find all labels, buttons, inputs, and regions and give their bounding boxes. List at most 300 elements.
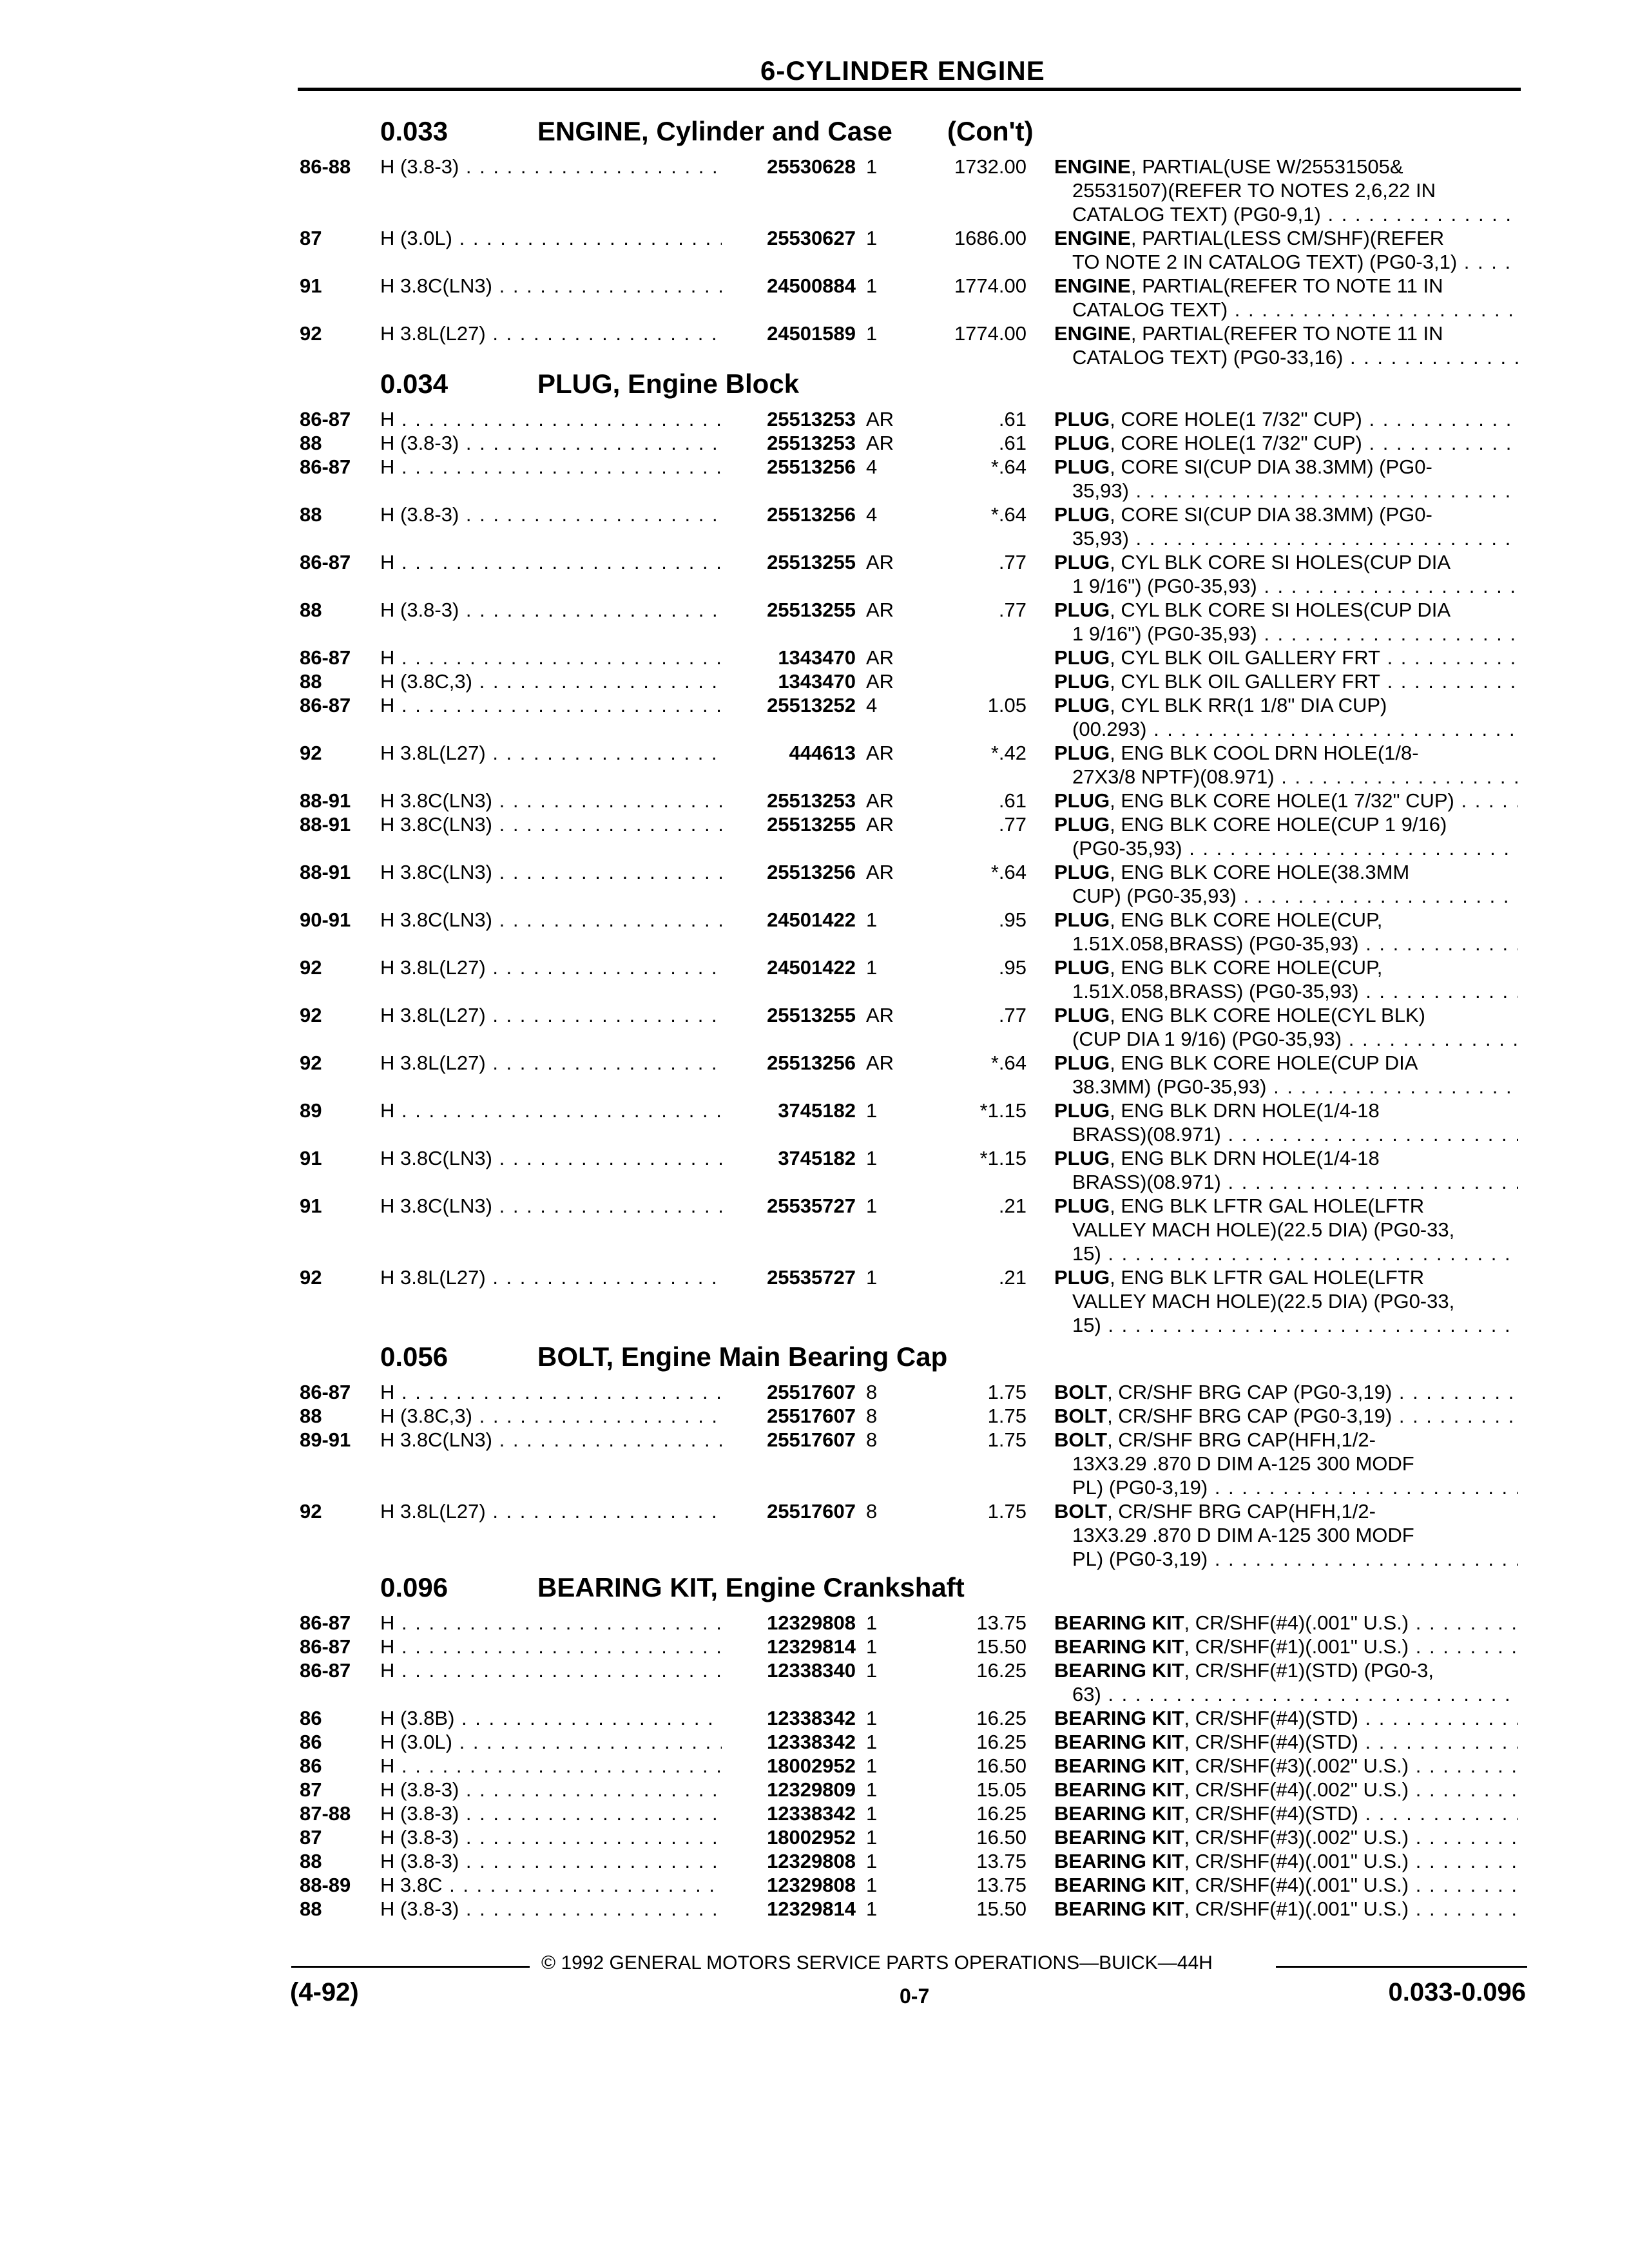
quantity: 1 (866, 1635, 878, 1658)
part-description (1054, 455, 1518, 503)
description-text: , CR/SHF(#4)(.001" U.S.) (1184, 1611, 1409, 1634)
quantity: 1 (866, 1611, 878, 1634)
description-text: , ENG BLK DRN HOLE(1/4-18 (1110, 1099, 1380, 1122)
part-description (1054, 1265, 1518, 1337)
part-number: 25513253 (767, 408, 856, 430)
description-text: , CORE SI(CUP DIA 38.3MM) (PG0- (1110, 456, 1432, 478)
part-description (1054, 1611, 1518, 1635)
description-line (1054, 1611, 1518, 1635)
engine-code: H 3.8C(LN3) . . . (380, 812, 722, 836)
price: 13.75 (976, 1611, 1027, 1634)
table-row (0, 1849, 1629, 1873)
table-row (0, 1825, 1629, 1849)
table-row (0, 1265, 1629, 1337)
description-text: , CR/SHF(#1)(.001" U.S.) (1184, 1898, 1409, 1920)
description-keyword: PLUG (1054, 1099, 1110, 1122)
engine-code: H . . . (380, 693, 722, 717)
description-keyword: BEARING KIT (1054, 1826, 1184, 1849)
description-text: , CORE SI(CUP DIA 38.3MM) (PG0- (1110, 503, 1432, 526)
description-continuation: 63) . . . (1054, 1682, 1518, 1706)
description-text: , CR/SHF(#4)(STD) (1184, 1707, 1358, 1729)
engine-code: H (3.8-3) . . . (380, 1778, 722, 1802)
part-description (1054, 1825, 1518, 1849)
model-year: 92 (300, 322, 322, 345)
price: .77 (998, 813, 1027, 836)
description-line (1054, 1706, 1518, 1730)
part-number: 25513253 (767, 789, 856, 812)
part-number: 12329809 (767, 1778, 856, 1801)
description-text: , ENG BLK CORE HOLE(CUP DIA (1110, 1052, 1418, 1074)
quantity: AR (866, 551, 894, 573)
model-year: 92 (300, 1004, 322, 1026)
quantity: AR (866, 789, 894, 812)
price: 16.50 (976, 1754, 1027, 1777)
description-continuation: 25531507)(REFER TO NOTES 2,6,22 IN (1072, 179, 1436, 202)
description-keyword: BOLT (1054, 1405, 1108, 1427)
description-text: , ENG BLK LFTR GAL HOLE(LFTR (1110, 1266, 1425, 1289)
description-continuation: PL) (PG0-3,19) . . . (1054, 1547, 1518, 1571)
part-description (1054, 1146, 1518, 1194)
model-year: 92 (300, 1266, 322, 1289)
engine-code: H (3.0L) . . . (380, 226, 722, 250)
engine-code: H 3.8L(L27) . . . (380, 1499, 722, 1523)
quantity: 1 (866, 1731, 878, 1753)
description-continuation: 15) . . . (1054, 1242, 1518, 1265)
part-description (1054, 1658, 1518, 1706)
price: *.64 (990, 861, 1027, 883)
price: .77 (998, 1004, 1027, 1026)
description-keyword: PLUG (1054, 670, 1110, 693)
quantity: 1 (866, 1707, 878, 1729)
section-continued: (Con't) (947, 116, 1034, 146)
engine-code: H (3.8-3) . . . (380, 1849, 722, 1873)
description-line (1054, 1849, 1518, 1873)
description-continuation: 15) . . . (1054, 1313, 1518, 1337)
table-row (0, 1099, 1629, 1146)
part-number: 24500884 (767, 274, 856, 297)
description-line (1054, 693, 1518, 717)
part-number: 12329808 (767, 1874, 856, 1896)
description-keyword: PLUG (1054, 1004, 1110, 1026)
description-continuation: CUP) (PG0-35,93) . . . (1054, 884, 1518, 908)
price: .21 (998, 1195, 1027, 1217)
part-number: 25517607 (767, 1405, 856, 1427)
model-year: 86 (300, 1707, 322, 1729)
quantity: 8 (866, 1500, 878, 1523)
engine-code: H 3.8L(L27) . . . (380, 322, 722, 345)
table-row (0, 1658, 1629, 1706)
section-header (0, 1572, 1629, 1611)
engine-code: H 3.8C(LN3) . . . (380, 860, 722, 884)
price: 16.50 (976, 1826, 1027, 1849)
engine-code: H (3.8C,3) . . . (380, 669, 722, 693)
table-row (0, 1499, 1629, 1571)
price: 1.75 (987, 1428, 1027, 1451)
description-continuation: BRASS)(08.971) . . . (1054, 1170, 1518, 1194)
description-text: , CYL BLK OIL GALLERY FRT (1110, 646, 1380, 669)
description-continuation: VALLEY MACH HOLE)(22.5 DIA) (PG0-33, (1072, 1218, 1455, 1241)
engine-code: H (3.8C,3) . . . (380, 1404, 722, 1428)
description-keyword: PLUG (1054, 1147, 1110, 1169)
part-number: 25517607 (767, 1428, 856, 1451)
description-continuation: (CUP DIA 1 9/16) (PG0-35,93) . . . (1054, 1027, 1518, 1051)
description-text: , CR/SHF BRG CAP(HFH,1/2- (1107, 1500, 1376, 1523)
description-line (1054, 431, 1518, 455)
description-continuation: CATALOG TEXT) (PG0-9,1) . . . (1054, 202, 1518, 226)
part-description (1054, 155, 1518, 226)
description-keyword: BEARING KIT (1054, 1707, 1184, 1729)
part-description (1054, 693, 1518, 741)
part-number: 12338342 (767, 1707, 856, 1729)
engine-code: H (3.8-3) . . . (380, 431, 722, 455)
quantity: 1 (866, 1099, 878, 1122)
part-number: 12329808 (767, 1611, 856, 1634)
part-description (1054, 1849, 1518, 1873)
part-number: 444613 (789, 742, 856, 764)
footer-rule-right (1276, 1966, 1527, 1968)
part-description (1054, 1897, 1518, 1921)
description-keyword: PLUG (1054, 813, 1110, 836)
description-keyword: PLUG (1054, 646, 1110, 669)
table-row (0, 226, 1629, 274)
quantity: AR (866, 646, 894, 669)
table-row (0, 1706, 1629, 1730)
description-text: , PARTIAL(REFER TO NOTE 11 IN (1130, 322, 1443, 345)
description-continuation: 1 9/16") (PG0-35,93) . . . (1054, 622, 1518, 646)
description-text: , PARTIAL(REFER TO NOTE 11 IN (1130, 274, 1443, 297)
table-row (0, 646, 1629, 669)
description-keyword: PLUG (1054, 599, 1110, 621)
engine-code: H (3.8-3) . . . (380, 598, 722, 622)
table-row (0, 155, 1629, 226)
description-line (1054, 1897, 1518, 1921)
description-line (1054, 322, 1518, 345)
description-continuation: 38.3MM) (PG0-35,93) . . . (1054, 1075, 1518, 1099)
description-text: , CR/SHF BRG CAP (PG0-3,19) (1107, 1405, 1393, 1427)
description-text: , ENG BLK CORE HOLE(CUP, (1110, 956, 1383, 979)
description-line (1054, 1873, 1518, 1897)
footer-date: (4-92) (290, 1978, 359, 2006)
price: .61 (998, 408, 1027, 430)
description-continuation: 1.51X.058,BRASS) (PG0-35,93) . . . (1054, 932, 1518, 956)
description-keyword: BOLT (1054, 1381, 1108, 1403)
part-description (1054, 550, 1518, 598)
model-year: 90-91 (300, 908, 351, 931)
part-description (1054, 407, 1518, 431)
description-continuation: CATALOG TEXT) (PG0-33,16) . . . (1054, 345, 1518, 369)
price: 15.05 (976, 1778, 1027, 1801)
quantity: AR (866, 813, 894, 836)
part-description (1054, 1404, 1518, 1428)
description-line (1054, 1658, 1518, 1682)
engine-code: H 3.8L(L27) . . . (380, 956, 722, 979)
catalog-section (0, 1341, 1629, 1571)
part-description (1054, 226, 1518, 274)
description-line (1054, 812, 1518, 836)
quantity: 1 (866, 155, 878, 178)
engine-code: H (3.8B) . . . (380, 1706, 722, 1730)
engine-code: H 3.8C(LN3) . . . (380, 274, 722, 298)
part-description (1054, 956, 1518, 1003)
description-keyword: PLUG (1054, 503, 1110, 526)
price: .95 (998, 956, 1027, 979)
description-line (1054, 1825, 1518, 1849)
description-continuation: BRASS)(08.971) . . . (1054, 1122, 1518, 1146)
model-year: 88-91 (300, 789, 351, 812)
part-number: 12329814 (767, 1635, 856, 1658)
description-keyword: BOLT (1054, 1428, 1108, 1451)
quantity: 4 (866, 694, 878, 716)
table-row (0, 431, 1629, 455)
model-year: 88 (300, 1898, 322, 1920)
description-continuation: VALLEY MACH HOLE)(22.5 DIA) (PG0-33, (1072, 1290, 1455, 1312)
description-keyword: PLUG (1054, 1266, 1110, 1289)
model-year: 91 (300, 1195, 322, 1217)
model-year: 89 (300, 1099, 322, 1122)
description-keyword: ENGINE (1054, 322, 1131, 345)
description-line (1054, 1778, 1518, 1802)
description-keyword: ENGINE (1054, 155, 1131, 178)
part-number: 25513255 (767, 551, 856, 573)
model-year: 88 (300, 432, 322, 454)
model-year: 86-87 (300, 1635, 351, 1658)
description-line (1054, 1051, 1518, 1075)
part-description (1054, 1194, 1518, 1265)
part-description (1054, 646, 1518, 669)
description-continuation: 13X3.29 .870 D DIM A-125 300 MODF (1072, 1524, 1414, 1546)
part-number: 25513255 (767, 599, 856, 621)
price: .61 (998, 789, 1027, 812)
description-line (1054, 1635, 1518, 1658)
description-text: , ENG BLK CORE HOLE(CUP, (1110, 908, 1383, 931)
engine-code: H 3.8C(LN3) . . . (380, 1194, 722, 1218)
price: 1774.00 (954, 274, 1027, 297)
part-number: 24501422 (767, 908, 856, 931)
description-text: , CR/SHF(#1)(STD) (PG0-3, (1184, 1659, 1434, 1682)
quantity: 1 (866, 1850, 878, 1872)
description-keyword: ENGINE (1054, 227, 1131, 249)
model-year: 87 (300, 1826, 322, 1849)
description-line (1054, 407, 1518, 431)
description-text: , ENG BLK COOL DRN HOLE(1/8- (1110, 742, 1419, 764)
quantity: 1 (866, 227, 878, 249)
model-year: 88-91 (300, 861, 351, 883)
part-description (1054, 908, 1518, 956)
model-year: 88 (300, 503, 322, 526)
description-text: , ENG BLK DRN HOLE(1/4-18 (1110, 1147, 1380, 1169)
quantity: AR (866, 599, 894, 621)
part-description (1054, 741, 1518, 789)
quantity: 1 (866, 1147, 878, 1169)
quantity: AR (866, 432, 894, 454)
model-year: 88 (300, 1850, 322, 1872)
quantity: 1 (866, 956, 878, 979)
part-description (1054, 1706, 1518, 1730)
description-line (1054, 1099, 1518, 1122)
model-year: 86-87 (300, 1611, 351, 1634)
title-rule (298, 88, 1521, 91)
description-keyword: BEARING KIT (1054, 1778, 1184, 1801)
description-line (1054, 598, 1518, 622)
table-row (0, 1730, 1629, 1754)
table-row (0, 1003, 1629, 1051)
price: 13.75 (976, 1850, 1027, 1872)
description-line (1054, 908, 1518, 932)
description-continuation: TO NOTE 2 IN CATALOG TEXT) (PG0-3,1) . . . (1054, 250, 1518, 274)
description-line (1054, 1802, 1518, 1825)
part-description (1054, 1380, 1518, 1404)
model-year: 86-87 (300, 646, 351, 669)
description-text: , ENG BLK CORE HOLE(CUP 1 9/16) (1110, 813, 1447, 836)
description-line (1054, 956, 1518, 979)
model-year: 92 (300, 1052, 322, 1074)
model-year: 86-87 (300, 694, 351, 716)
quantity: 1 (866, 1802, 878, 1825)
description-keyword: BEARING KIT (1054, 1635, 1184, 1658)
price: .77 (998, 551, 1027, 573)
part-number: 24501422 (767, 956, 856, 979)
quantity: AR (866, 670, 894, 693)
description-line (1054, 226, 1518, 250)
engine-code: H 3.8C . . . (380, 1873, 722, 1897)
model-year: 92 (300, 742, 322, 764)
description-continuation: (00.293) . . . (1054, 717, 1518, 741)
engine-code: H 3.8C(LN3) . . . (380, 789, 722, 812)
quantity: 1 (866, 1266, 878, 1289)
table-row (0, 407, 1629, 431)
description-line (1054, 1730, 1518, 1754)
table-row (0, 1404, 1629, 1428)
part-number: 25517607 (767, 1500, 856, 1523)
part-description (1054, 431, 1518, 455)
part-description (1054, 1873, 1518, 1897)
part-number: 3745182 (778, 1099, 856, 1122)
table-row (0, 860, 1629, 908)
price: 1.05 (987, 694, 1027, 716)
table-row (0, 669, 1629, 693)
description-line (1054, 741, 1518, 765)
description-keyword: PLUG (1054, 694, 1110, 716)
engine-code: H 3.8L(L27) . . . (380, 1265, 722, 1289)
model-year: 87 (300, 1778, 322, 1801)
part-number: 25530628 (767, 155, 856, 178)
part-description (1054, 669, 1518, 693)
copyright-notice: © 1992 GENERAL MOTORS SERVICE PARTS OPERATIONS—BUICK—44H (541, 1952, 1213, 1974)
engine-code: H 3.8L(L27) . . . (380, 1003, 722, 1027)
table-row (0, 1635, 1629, 1658)
part-number: 25513256 (767, 503, 856, 526)
table-row (0, 1611, 1629, 1635)
part-number: 12329808 (767, 1850, 856, 1872)
part-number: 25535727 (767, 1266, 856, 1289)
part-description (1054, 860, 1518, 908)
description-keyword: BEARING KIT (1054, 1754, 1184, 1777)
section-number: 0.096 (380, 1572, 448, 1602)
table-row (0, 908, 1629, 956)
page-title: 6-CYLINDER ENGINE (760, 55, 1045, 86)
part-description (1054, 1635, 1518, 1658)
description-text: , CR/SHF(#4)(.002" U.S.) (1184, 1778, 1409, 1801)
description-line (1054, 503, 1518, 526)
price: *1.15 (979, 1099, 1027, 1122)
part-number: 18002952 (767, 1754, 856, 1777)
model-year: 91 (300, 1147, 322, 1169)
description-keyword: PLUG (1054, 908, 1110, 931)
quantity: 1 (866, 1898, 878, 1920)
model-year: 87-88 (300, 1802, 351, 1825)
description-line (1054, 646, 1518, 669)
table-row (0, 1897, 1629, 1921)
description-text: , CORE HOLE(1 7/32" CUP) (1110, 408, 1362, 430)
part-number: 25513255 (767, 813, 856, 836)
engine-code: H . . . (380, 1754, 722, 1778)
engine-code: H 3.8C(LN3) . . . (380, 1146, 722, 1170)
description-text: , CR/SHF(#1)(.001" U.S.) (1184, 1635, 1409, 1658)
engine-code: H (3.8-3) . . . (380, 1897, 722, 1921)
model-year: 87 (300, 227, 322, 249)
price: *.42 (990, 742, 1027, 764)
description-line (1054, 155, 1518, 178)
footer-page-number: 0-7 (900, 1984, 930, 2008)
description-line (1054, 1265, 1518, 1289)
part-description (1054, 1003, 1518, 1051)
description-line (1054, 1194, 1518, 1218)
description-line (1054, 274, 1518, 298)
description-line (1054, 1380, 1518, 1404)
quantity: 1 (866, 1778, 878, 1801)
description-continuation: 1.51X.058,BRASS) (PG0-35,93) . . . (1054, 979, 1518, 1003)
engine-code: H 3.8L(L27) . . . (380, 1051, 722, 1075)
description-keyword: BEARING KIT (1054, 1731, 1184, 1753)
model-year: 88 (300, 599, 322, 621)
description-text: , CR/SHF(#4)(STD) (1184, 1802, 1358, 1825)
description-keyword: PLUG (1054, 1052, 1110, 1074)
part-description (1054, 1730, 1518, 1754)
table-row (0, 455, 1629, 503)
price: *.64 (990, 1052, 1027, 1074)
section-title: BEARING KIT, Engine Crankshaft (537, 1572, 965, 1602)
description-text: , CR/SHF BRG CAP(HFH,1/2- (1107, 1428, 1376, 1451)
price: 1.75 (987, 1500, 1027, 1523)
description-text: , CYL BLK CORE SI HOLES(CUP DIA (1110, 551, 1451, 573)
description-keyword: ENGINE (1054, 274, 1131, 297)
quantity: AR (866, 1052, 894, 1074)
part-description (1054, 1754, 1518, 1778)
table-row (0, 1778, 1629, 1802)
part-number: 24501589 (767, 322, 856, 345)
table-row (0, 1051, 1629, 1099)
engine-code: H . . . (380, 455, 722, 479)
description-keyword: BEARING KIT (1054, 1874, 1184, 1896)
price: 16.25 (976, 1659, 1027, 1682)
table-row (0, 322, 1629, 369)
quantity: 4 (866, 503, 878, 526)
part-number: 25513256 (767, 861, 856, 883)
description-text: , CR/SHF(#3)(.002" U.S.) (1184, 1826, 1409, 1849)
quantity: 1 (866, 1874, 878, 1896)
quantity: 1 (866, 1754, 878, 1777)
model-year: 86-87 (300, 408, 351, 430)
description-keyword: PLUG (1054, 1195, 1110, 1217)
part-description (1054, 812, 1518, 860)
description-keyword: PLUG (1054, 432, 1110, 454)
engine-code: H (3.8-3) . . . (380, 155, 722, 178)
quantity: 8 (866, 1381, 878, 1403)
price: *1.15 (979, 1147, 1027, 1169)
part-description (1054, 1802, 1518, 1825)
catalog-section (0, 116, 1629, 369)
price: 1.75 (987, 1381, 1027, 1403)
